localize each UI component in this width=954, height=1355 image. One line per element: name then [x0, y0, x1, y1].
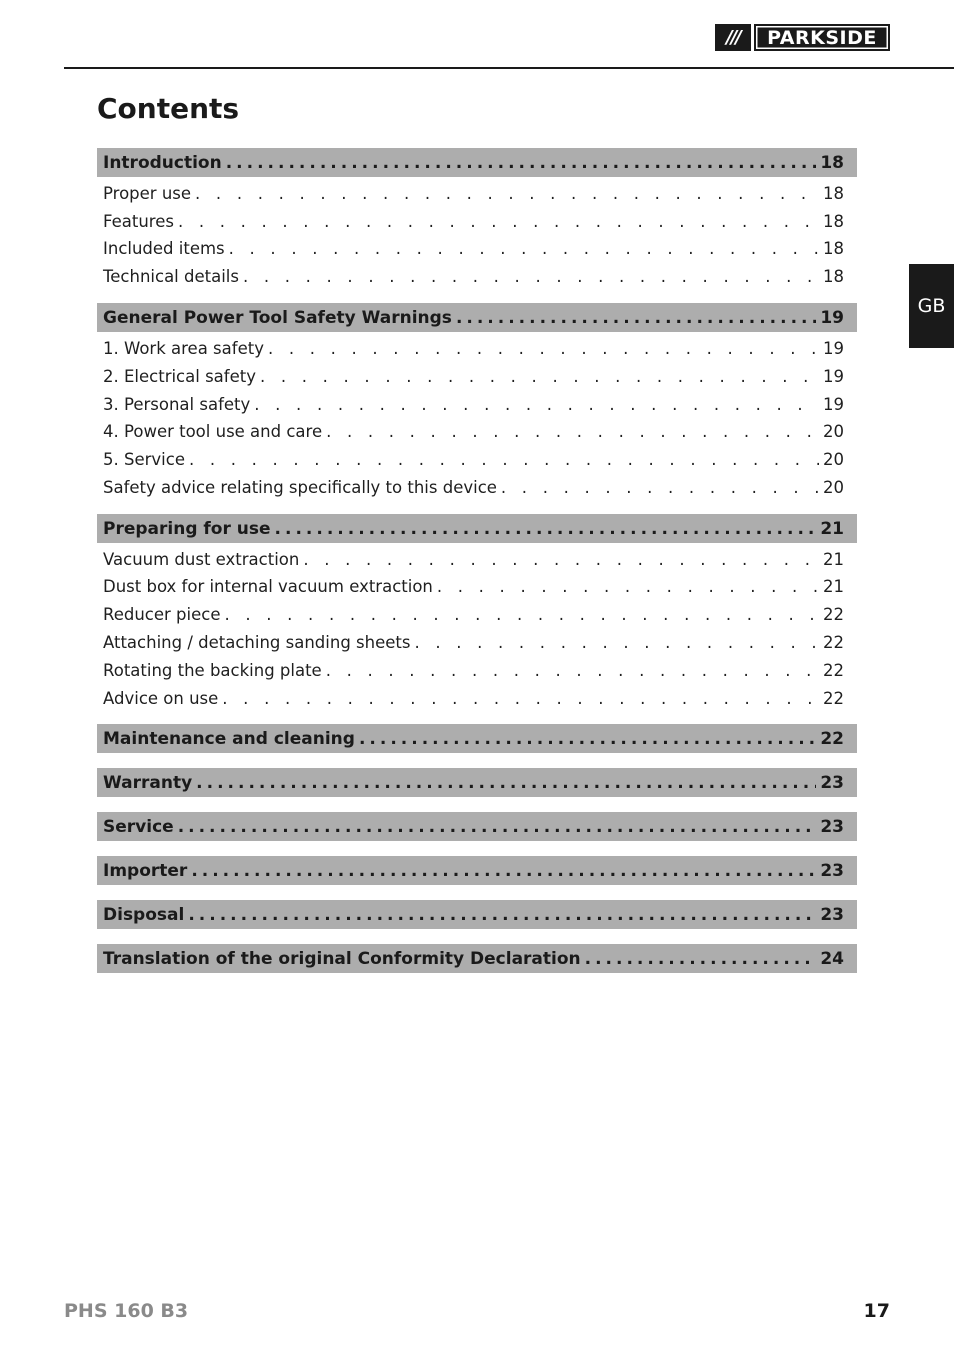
toc-leader-dots: [268, 339, 819, 358]
toc-leader-dots: [178, 212, 819, 231]
toc-leader-dots: [243, 267, 819, 286]
toc-leader-dots: [326, 661, 819, 680]
toc-page-number: 18: [823, 238, 844, 258]
header-rule: [64, 67, 954, 69]
toc-leader-dots: [437, 577, 819, 596]
toc-page-number: 18: [823, 183, 844, 203]
toc-leader-dots: [229, 239, 819, 258]
toc-entry-label: 5. Service: [103, 449, 185, 469]
toc-entry-row[interactable]: [97, 473, 857, 501]
toc-entry-row[interactable]: [97, 334, 857, 362]
toc-page-number: 21: [823, 549, 844, 569]
toc-section-row[interactable]: [97, 900, 857, 929]
logo-stripes: ///: [715, 24, 751, 51]
toc-entry-row[interactable]: [97, 362, 857, 390]
toc-section-row[interactable]: [97, 856, 857, 885]
toc-leader-dots: [188, 905, 816, 925]
toc-page-number: 21: [820, 518, 844, 539]
toc-leader-dots: [414, 633, 819, 652]
toc-entry-row[interactable]: [97, 390, 857, 418]
toc-entry-label: Dust box for internal vacuum extraction: [103, 576, 433, 596]
toc-section-row[interactable]: [97, 812, 857, 841]
page-title: Contents: [97, 92, 240, 125]
toc-leader-dots: [196, 773, 816, 793]
toc-leader-dots: [189, 450, 819, 469]
toc-page-number: 20: [823, 421, 844, 441]
toc-page-number: 21: [823, 576, 844, 596]
toc-leader-dots: [226, 153, 817, 173]
toc-leader-dots: [359, 729, 816, 749]
toc-entry-row[interactable]: [97, 445, 857, 473]
toc-leader-dots: [501, 478, 819, 497]
toc-page-number: 23: [820, 860, 844, 881]
toc-entry-row[interactable]: [97, 600, 857, 628]
logo-wordmark: PARKSIDE: [754, 24, 890, 51]
toc-entry-label: Advice on use: [103, 688, 219, 708]
toc-entry-label: Reducer piece: [103, 604, 221, 624]
toc-page-number: 24: [820, 948, 844, 969]
footer-model-name: PHS 160 B3: [64, 1300, 189, 1322]
toc-leader-dots: [260, 367, 819, 386]
toc-section-row[interactable]: [97, 148, 857, 177]
footer-page-number: 17: [863, 1300, 890, 1322]
toc-entry-row[interactable]: [97, 207, 857, 235]
toc-page-number: 23: [820, 772, 844, 793]
toc-section-row[interactable]: [97, 514, 857, 543]
toc-page-number: 22: [823, 632, 844, 652]
toc-page-number: 20: [823, 477, 844, 497]
toc-page-number: 20: [823, 449, 844, 469]
toc-page-number: 18: [820, 152, 844, 173]
toc-entry-label: 4. Power tool use and care: [103, 421, 323, 441]
toc-section-row[interactable]: [97, 768, 857, 797]
toc-page-number: 22: [823, 688, 844, 708]
toc-entry-row[interactable]: [97, 179, 857, 207]
language-tab: GB: [909, 264, 954, 348]
toc-page-number: 19: [823, 338, 844, 358]
toc-entry-row[interactable]: [97, 684, 857, 712]
toc-entry-label: Safety advice relating specifically to this device: [103, 477, 497, 497]
toc-page-number: 19: [820, 307, 844, 328]
toc-entry-label: Features: [103, 211, 174, 231]
toc-page-number: 22: [820, 728, 844, 749]
toc-entry-label: Introduction: [103, 152, 222, 173]
toc-page-number: 18: [823, 211, 844, 231]
toc-leader-dots: [303, 550, 819, 569]
toc-page-number: 19: [823, 394, 844, 414]
toc-entry-row[interactable]: [97, 628, 857, 656]
toc-leader-dots: [191, 861, 816, 881]
toc-section-row[interactable]: [97, 303, 857, 332]
toc-leader-dots: [195, 184, 819, 203]
toc-entry-label: Vacuum dust extraction: [103, 549, 300, 569]
toc-page-number: 22: [823, 660, 844, 680]
toc-page-number: 23: [820, 816, 844, 837]
toc-entry-label: Technical details: [103, 266, 239, 286]
toc-entry-label: Maintenance and cleaning: [103, 728, 355, 749]
toc-entry-label: 1. Work area safety: [103, 338, 264, 358]
toc-entry-label: Importer: [103, 860, 188, 881]
toc-section-row[interactable]: [97, 944, 857, 973]
parkside-logo: [715, 24, 890, 51]
toc-leader-dots: [326, 422, 819, 441]
toc-leader-dots: [178, 817, 817, 837]
toc-entry-label: Rotating the backing plate: [103, 660, 322, 680]
toc-entry-label: Translation of the original Conformity Declaration: [103, 948, 581, 969]
toc-entry-label: Included items: [103, 238, 225, 258]
toc-page-number: 23: [820, 904, 844, 925]
toc-entry-label: Service: [103, 816, 174, 837]
toc-entry-row[interactable]: [97, 234, 857, 262]
toc-entry-row[interactable]: [97, 572, 857, 600]
toc-entry-label: Proper use: [103, 183, 192, 203]
toc-page-number: 19: [823, 366, 844, 386]
toc-page-number: 22: [823, 604, 844, 624]
toc-leader-dots: [585, 949, 817, 969]
toc-entry-row[interactable]: [97, 656, 857, 684]
toc-entry-label: Preparing for use: [103, 518, 271, 539]
toc-leader-dots: [254, 395, 819, 414]
toc-leader-dots: [275, 519, 817, 539]
toc-section-row[interactable]: [97, 724, 857, 753]
toc-entry-row[interactable]: [97, 545, 857, 573]
toc-entry-label: Disposal: [103, 904, 185, 925]
toc-entry-label: 2. Electrical safety: [103, 366, 256, 386]
toc-entry-label: Attaching / detaching sanding sheets: [103, 632, 411, 652]
toc-entry-label: General Power Tool Safety Warnings: [103, 307, 452, 328]
toc-page-number: 18: [823, 266, 844, 286]
toc-leader-dots: [456, 308, 816, 328]
toc-entry-label: 3. Personal safety: [103, 394, 251, 414]
toc-entry-label: Warranty: [103, 772, 193, 793]
toc-entry-row[interactable]: [97, 262, 857, 290]
toc-leader-dots: [222, 689, 819, 708]
toc-entry-row[interactable]: [97, 417, 857, 445]
toc-leader-dots: [225, 605, 820, 624]
